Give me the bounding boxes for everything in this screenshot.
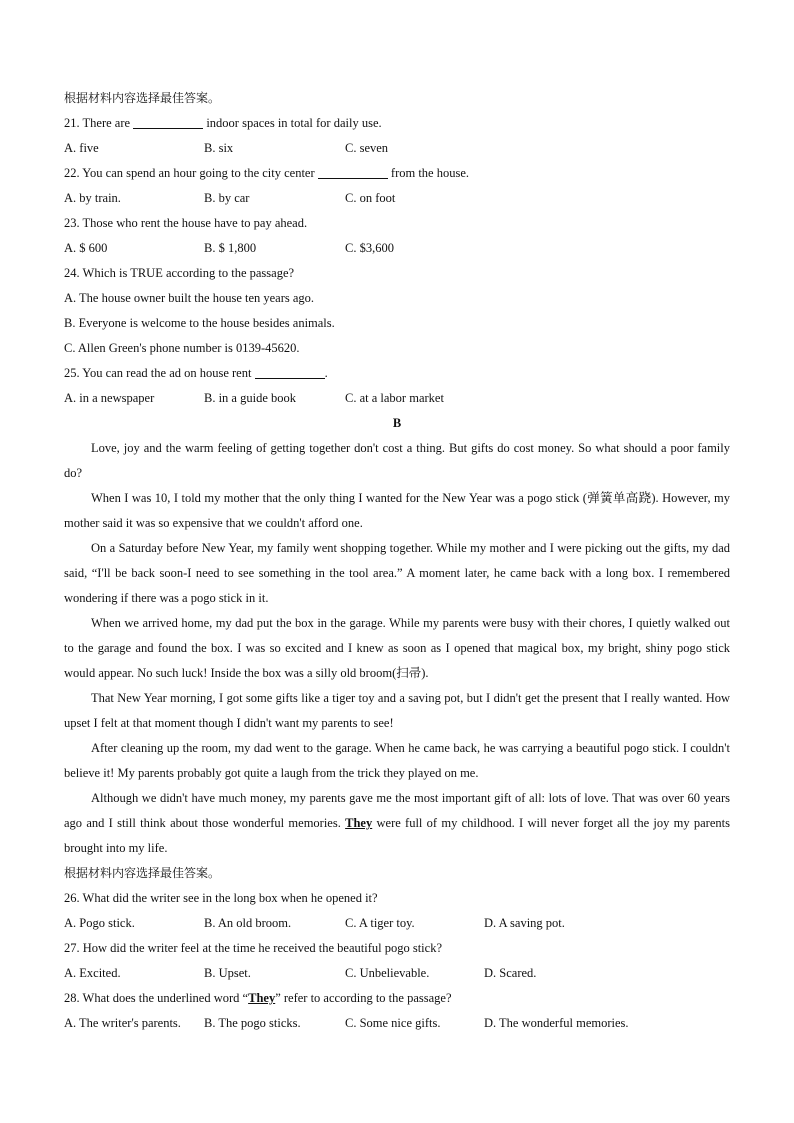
option-c: C. Some nice gifts.: [345, 1016, 441, 1030]
underlined-word: They: [345, 816, 373, 830]
passage-paragraph: That New Year morning, I got some gifts like a tiger toy and a saving pot, but I didn't get the present that I really wanted. How upset I felt at that moment though I didn't want my parents to see!: [64, 691, 730, 730]
option-b: B. $ 1,800: [204, 241, 257, 255]
option-c: C. $3,600: [345, 241, 394, 255]
instruction-heading: 根据材料内容选择最佳答案。: [64, 91, 221, 105]
option-a: A. The writer's parents.: [64, 1016, 181, 1030]
question-21-stem: 21. There are: [64, 116, 134, 130]
section-title: B: [392, 416, 402, 430]
question-27-options: [64, 961, 730, 986]
passage-paragraph: After cleaning up the room, my dad went to the garage. When he came back, he was carrying a beautiful pogo stick. I couldn't believe it! My parents probably got quite a laugh from the trick they played on me.: [64, 741, 730, 780]
option-d: D. Scared.: [484, 966, 537, 980]
question-22-options: [64, 186, 730, 211]
option-a: A. The house owner built the house ten years ago.: [64, 291, 315, 305]
option-d: D. The wonderful memories.: [484, 1016, 629, 1030]
option-a: A. by train.: [64, 191, 121, 205]
option-a: A. five: [64, 141, 99, 155]
passage-paragraph: When we arrived home, my dad put the box in the garage. While my parents were busy with their chores, I quietly walked out to the garage and found the box. I was so excited and I knew as soon as I opened that magical box, my bright, shiny pogo stick would appear. No such luck! Inside the box was a silly old broom(扫帚).: [64, 616, 730, 680]
question-25: [64, 361, 730, 386]
option-c: C. seven: [345, 141, 389, 155]
paragraph-text: Although we didn't have much money, my parents gave me the most important gift of all: lots of love. That was over 60 years ago and I still think about those wonderful memories.: [64, 791, 730, 830]
question-21: [64, 111, 730, 136]
option-c: C. A tiger toy.: [345, 916, 415, 930]
question-25-stem-end: .: [324, 366, 328, 380]
option-b: B. by car: [204, 191, 250, 205]
question-28-options: [64, 1011, 730, 1036]
option-b: B. The pogo sticks.: [204, 1016, 301, 1030]
question-28-stem: 28. What does the underlined word “: [64, 991, 249, 1005]
question-22-stem-end: from the house.: [387, 166, 470, 180]
question-26-options: [64, 911, 730, 936]
question-26: 26. What did the writer see in the long box when he opened it?: [64, 891, 378, 905]
option-a: A. $ 600: [64, 241, 108, 255]
paragraph-text: were full of my childhood. I will never forget all the joy my parents brought into my life.: [64, 816, 730, 855]
question-21-options: [64, 136, 730, 161]
question-28: [64, 986, 730, 1011]
passage-paragraph: Love, joy and the warm feeling of getting together don't cost a thing. But gifts do cost money. So what should a poor family do?: [64, 441, 730, 480]
question-27: 27. How did the writer feel at the time he received the beautiful pogo stick?: [64, 941, 442, 955]
question-25-options: [64, 386, 730, 411]
question-22: [64, 161, 730, 186]
answer-blank: [255, 364, 325, 379]
answer-blank: [318, 164, 388, 179]
option-c: C. on foot: [345, 191, 396, 205]
question-21-stem-end: indoor spaces in total for daily use.: [203, 116, 382, 130]
exam-page: [64, 86, 730, 1036]
option-a: A. in a newspaper: [64, 391, 155, 405]
question-24: 24. Which is TRUE according to the passage?: [64, 266, 295, 280]
option-b: B. six: [204, 141, 234, 155]
answer-blank: [133, 114, 203, 129]
option-a: A. Pogo stick.: [64, 916, 135, 930]
option-d: D. A saving pot.: [484, 916, 565, 930]
option-c: C. at a labor market: [345, 391, 444, 405]
question-25-stem: 25. You can read the ad on house rent: [64, 366, 255, 380]
option-b: B. Everyone is welcome to the house besides animals.: [64, 316, 335, 330]
underlined-word: They: [248, 991, 276, 1005]
question-23: 23. Those who rent the house have to pay ahead.: [64, 216, 308, 230]
question-22-stem: 22. You can spend an hour going to the city center: [64, 166, 318, 180]
option-b: B. Upset.: [204, 966, 251, 980]
instruction-heading: 根据材料内容选择最佳答案。: [64, 866, 221, 880]
passage-paragraph: On a Saturday before New Year, my family went shopping together. While my mother and I were picking out the gifts, my dad said, “I'll be back soon-I need to see something in the tool area.” A moment later, he came back with a long box. I remembered wondering if there was a pogo stick in it.: [64, 541, 730, 605]
option-b: B. in a guide book: [204, 391, 297, 405]
option-b: B. An old broom.: [204, 916, 292, 930]
option-a: A. Excited.: [64, 966, 121, 980]
passage-paragraph-last: [64, 786, 730, 861]
question-23-options: [64, 236, 730, 261]
question-28-stem-end: ” refer to according to the passage?: [275, 991, 452, 1005]
passage-paragraph: When I was 10, I told my mother that the only thing I wanted for the New Year was a pogo stick (弹簧单高跷). However, my mother said it was so expensive that we couldn't afford one.: [64, 491, 730, 530]
option-c: C. Unbelievable.: [345, 966, 430, 980]
option-c: C. Allen Green's phone number is 0139-45620.: [64, 341, 300, 355]
